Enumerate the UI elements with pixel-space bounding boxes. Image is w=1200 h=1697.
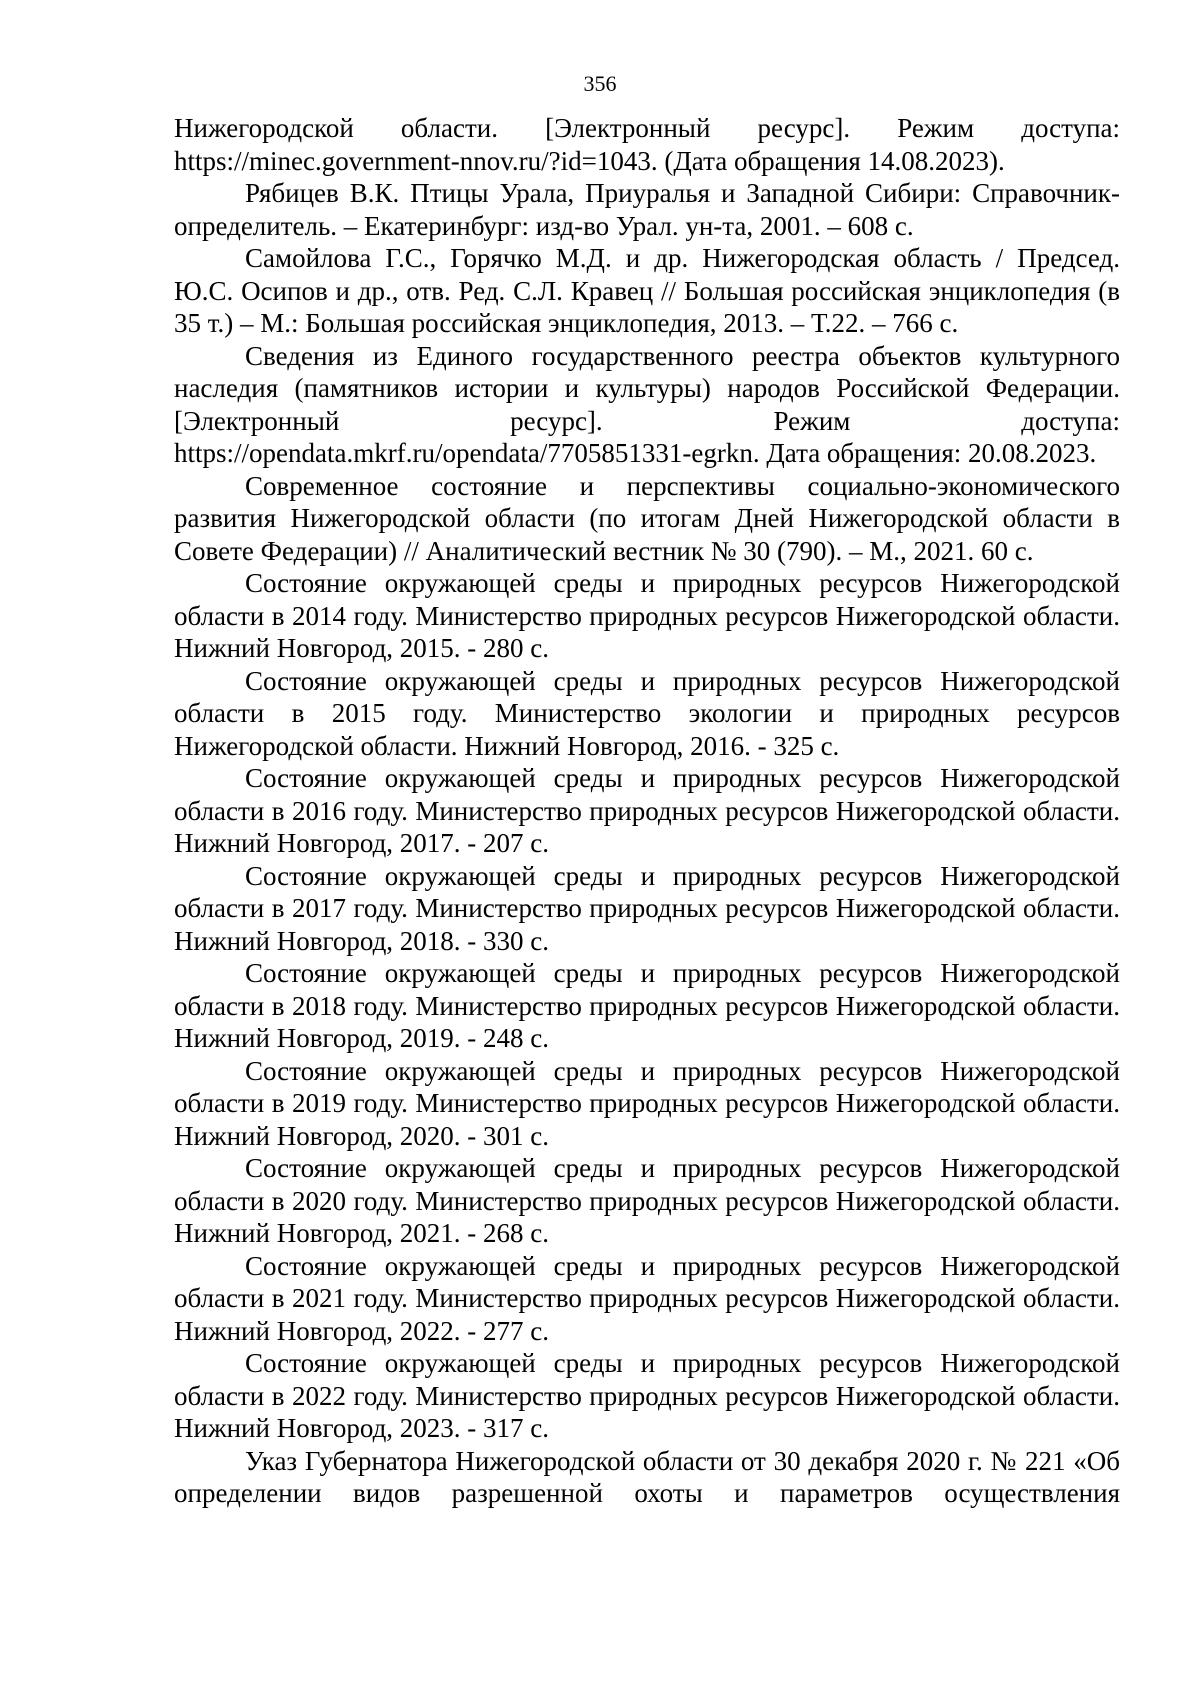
bibliography-entry: Рябицев В.К. Птицы Урала, Приуралья и Западной Сибири: Справочник-определитель. – Екатеринбург: изд-во Урал. ун-та, 2001. – 608 с. [174, 178, 1120, 241]
bibliography-entry: Сведения из Единого государственного реестра объектов культурного наследия (памятников истории и культуры) народов Российской Федерации. [Электронный ресурс]. Режим доступа: https://opendata.mkrf.ru/opendata/7705851331-egrkn. Дата обращения: 20.08.2023. [174, 340, 1120, 468]
bibliography-entry: Состояние окружающей среды и природных ресурсов Нижегородской области в 2021 году. Министерство природных ресурсов Нижегородской области. Нижний Новгород, 2022. - 277 с. [174, 1250, 1120, 1346]
bibliography-entry: Указ Губернатора Нижегородской области от 30 декабря 2020 г. № 221 «Об определении видов разрешенной охоты и параметров осуществления [174, 1445, 1120, 1508]
bibliography-entry: Современное состояние и перспективы социально-экономического развития Нижегородской области (по итогам Дней Нижегородской области в Совете Федерации) // Аналитический вестник № 30 (790). – М., 2021. 60 с. [174, 470, 1120, 566]
bibliography-entry: Состояние окружающей среды и природных ресурсов Нижегородской области в 2019 году. Министерство природных ресурсов Нижегородской области. Нижний Новгород, 2020. - 301 с. [174, 1055, 1120, 1151]
bibliography-entry: Состояние окружающей среды и природных ресурсов Нижегородской области в 2022 году. Министерство природных ресурсов Нижегородской области. Нижний Новгород, 2023. - 317 с. [174, 1348, 1120, 1443]
bibliography-entry: Состояние окружающей среды и природных ресурсов Нижегородской области в 2015 году. Министерство экологии и природных ресурсов Нижегородской области. Нижний Новгород, 2016. - 325 с. [174, 665, 1120, 761]
bibliography-entry: Состояние окружающей среды и природных ресурсов Нижегородской области в 2017 году. Министерство природных ресурсов Нижегородской области. Нижний Новгород, 2018. - 330 с. [174, 860, 1120, 956]
bibliography-entry: Состояние окружающей среды и природных ресурсов Нижегородской области в 2020 году. Министерство природных ресурсов Нижегородской области. Нижний Новгород, 2021. - 268 с. [174, 1153, 1120, 1248]
bibliography-entry: Состояние окружающей среды и природных ресурсов Нижегородской области в 2014 году. Министерство природных ресурсов Нижегородской области. Нижний Новгород, 2015. - 280 с. [174, 568, 1120, 663]
bibliography-entry: Состояние окружающей среды и природных ресурсов Нижегородской области в 2016 году. Министерство природных ресурсов Нижегородской области. Нижний Новгород, 2017. - 207 с. [174, 763, 1120, 858]
bibliography-list [174, 112, 1120, 1510]
page-number: 356 [583, 71, 617, 96]
bibliography-entry: Состояние окружающей среды и природных ресурсов Нижегородской области в 2018 году. Министерство природных ресурсов Нижегородской области. Нижний Новгород, 2019. - 248 с. [174, 958, 1120, 1053]
bibliography-entry: Нижегородской области. [Электронный ресурс]. Режим доступа: https://minec.government-nnov.ru/?id=1043. (Дата обращения 14.08.2023). [174, 113, 1120, 176]
bibliography-entry: Самойлова Г.С., Горячко М.Д. и др. Нижегородская область / Председ. Ю.С. Осипов и др., отв. Ред. С.Л. Кравец // Большая российская энциклопедия (в 35 т.) – М.: Большая российская энциклопедия, 2013. – Т.22. – 766 с. [174, 243, 1120, 338]
